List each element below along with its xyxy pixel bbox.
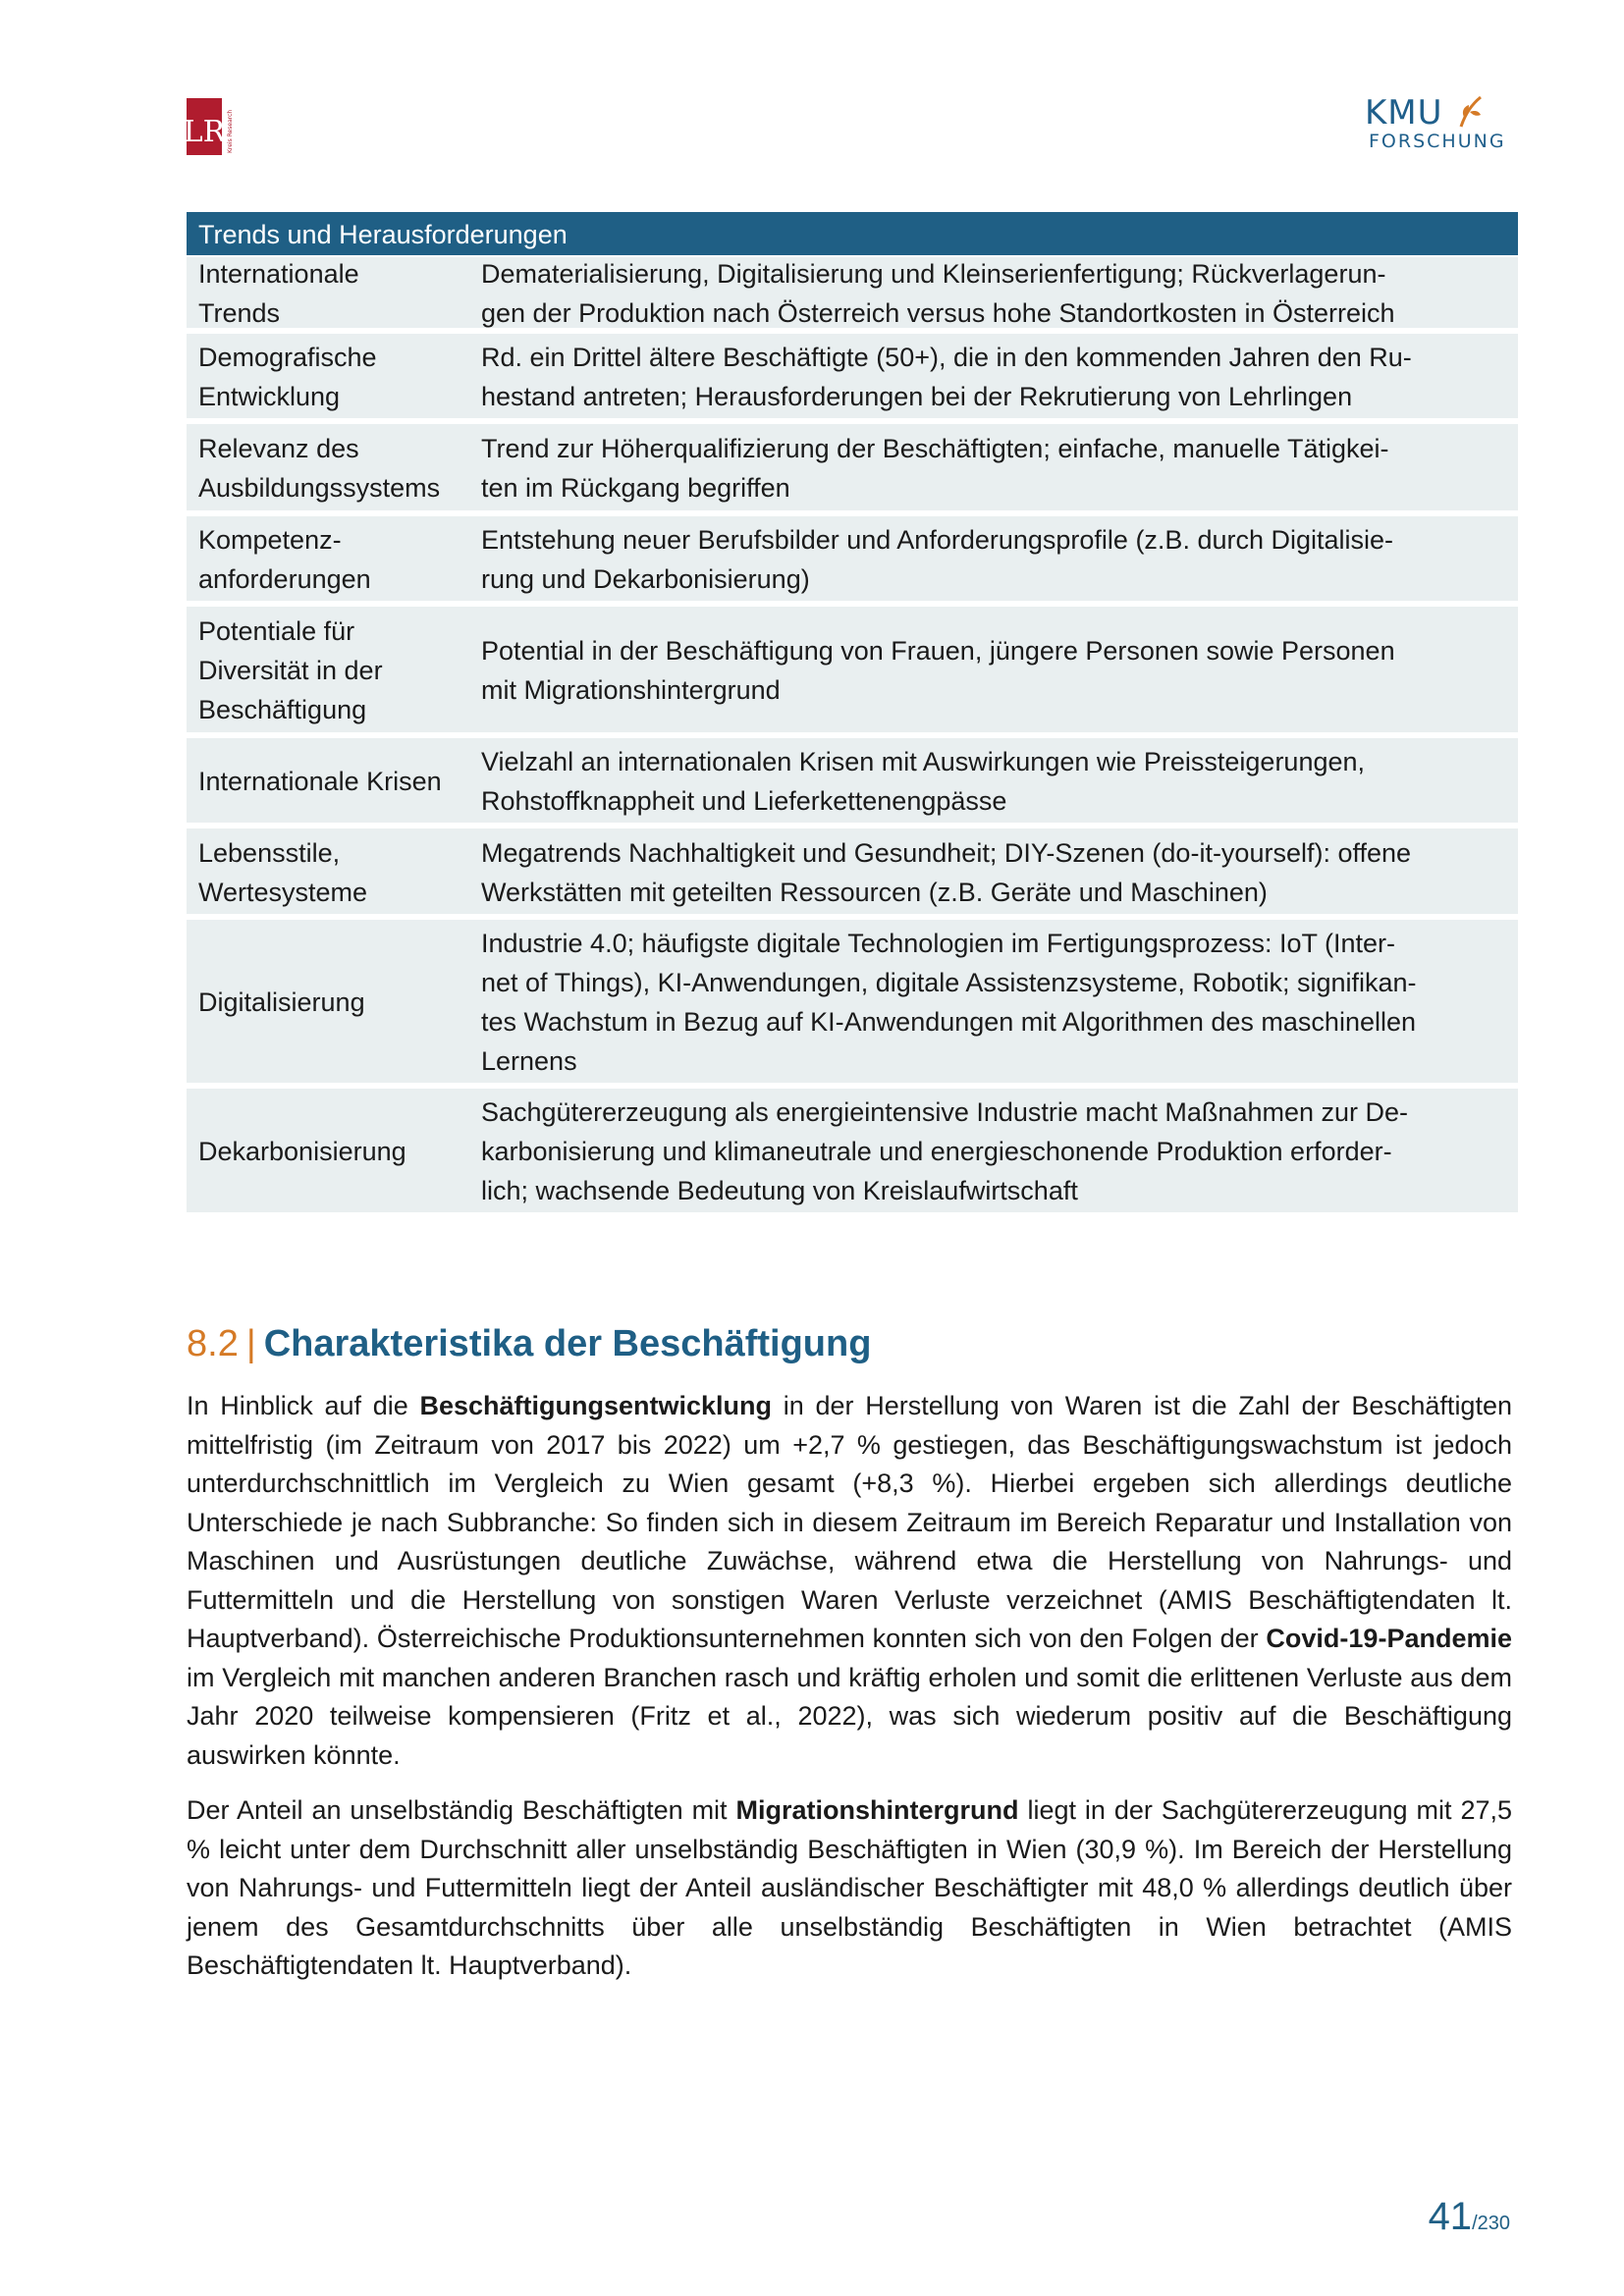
keyword: Beschäftigungsentwicklung — [419, 1391, 773, 1420]
section-number: 8.2 — [187, 1323, 239, 1364]
kmu-forschung-logo — [1365, 93, 1506, 154]
table-row — [187, 257, 1518, 328]
row-text: Vielzahl an internationalen Krisen mit Auswirkungen wie Preissteigerungen, Rohstoffknappheit und Lieferkettenengpässe — [481, 747, 1366, 816]
lr-logo-text: LR — [187, 115, 226, 149]
table-row — [187, 516, 1518, 601]
row-text: Entstehung neuer Berufsbilder und Anforderungsprofile (z.B. durch Digitalisie- rung und Dekarbonisierung) — [481, 525, 1394, 594]
row-text: Rd. ein Drittel ältere Beschäftigte (50+), die in den kommenden Jahren den Ru- hestand antreten; Herausforderungen bei der Rekrutierung von Lehrlingen — [481, 343, 1412, 411]
page-current: 41 — [1428, 2195, 1473, 2238]
table-row — [187, 1089, 1518, 1212]
table-row — [187, 334, 1518, 418]
trends-table — [187, 212, 1518, 1212]
lr-logo — [187, 98, 240, 155]
row-label: Digitalisierung — [198, 988, 365, 1017]
row-label: Internationale Trends — [198, 259, 359, 328]
row-label: Internationale Krisen — [198, 767, 442, 796]
leaf-icon — [1457, 95, 1483, 129]
row-text: Sachgütererzeugung als energieintensive Industrie macht Maßnahmen zur De- karbonisierung und klimaneutrale und energieschonende Produktion erforder- lich; wachsende Bedeutung von Kreislaufwirtschaft — [481, 1097, 1409, 1205]
kmu-logo-text: KMU — [1365, 93, 1443, 133]
table-row — [187, 424, 1518, 510]
body-paragraph: Der Anteil an unselbständig Beschäftigten mit Migrationshintergrund liegt in der Sachgütererzeugung mit 27,5 % leicht unter dem Durchschnitt aller unselbständig Beschäftigten in Wien (30,9 %). Im Bereich der Herstellung von Nahrungs- und Futtermitteln liegt der Anteil ausländischer Beschäftigter mit 48,0 % allerdings deutlich über jenem des Gesamtdurchschnitts über alle unselbständig Beschäftigten in Wien betrachtet (AMIS Beschäftigtendaten lt. Hauptverband). — [187, 1795, 1512, 1980]
section-separator: | — [245, 1323, 256, 1364]
row-label: Demografische Entwicklung — [198, 343, 377, 411]
lr-logo-icon — [187, 98, 240, 155]
row-text: Potential in der Beschäftigung von Frauen, jüngere Personen sowie Personen mit Migrationshintergrund — [481, 636, 1395, 705]
row-label: Kompetenz- anforderungen — [198, 525, 371, 594]
row-label: Dekarbonisierung — [198, 1137, 406, 1166]
row-label: Potentiale für Diversität in der Beschäftigung — [198, 616, 383, 724]
kmu-logo-subtext: FORSCHUNG — [1369, 131, 1506, 152]
row-label: Lebensstile, Wertesysteme — [198, 837, 368, 907]
section-heading — [187, 1323, 871, 1365]
table-header: Trends und Herausforderungen — [187, 212, 1518, 255]
table-row — [187, 607, 1518, 732]
table-row — [187, 828, 1518, 914]
table-row — [187, 920, 1518, 1083]
table-row — [187, 738, 1518, 823]
row-text: Megatrends Nachhaltigkeit und Gesundheit; DIY-Szenen (do-it-yourself): offene Werkstätten mit geteilten Ressourcen (z.B. Geräte und Maschinen) — [481, 837, 1412, 907]
keyword: Covid-19-Pandemie — [1266, 1624, 1512, 1653]
page-number — [1429, 2195, 1510, 2239]
section-title: Charakteristika der Beschäftigung — [263, 1323, 872, 1364]
row-label: Relevanz des Ausbildungssystems — [198, 434, 441, 503]
keyword: Migrationshintergrund — [735, 1795, 1019, 1825]
row-text: Industrie 4.0; häufigste digitale Technologien im Fertigungsprozess: IoT (Inter- net of Things), KI-Anwendungen, digitale Assistenzsysteme, Robotik; signifikan- tes Wachstum in Bezug auf KI-Anwendungen mit Algorithmen des maschinellen Lernens — [481, 929, 1417, 1076]
row-text: Trend zur Höherqualifizierung der Beschäftigten; einfache, manuelle Tätigkei- ten im Rückgang begriffen — [481, 434, 1389, 503]
lr-logo-subtext: Kreis Research — [227, 109, 234, 153]
row-text: Dematerialisierung, Digitalisierung und Kleinserienfertigung; Rückverlagerun- gen der Produktion nach Österreich versus hohe Standortkosten in Österreich — [481, 259, 1395, 328]
body-paragraph: In Hinblick auf die Beschäftigungsentwicklung in der Herstellung von Waren ist die Zahl der Beschäftigten mittelfristig (im Zeitraum von 2017 bis 2022) um +2,7 % gestiegen, das Beschäftigungswachstum ist jedoch unterdurchschnittlich im Vergleich zu Wien gesamt (+8,3 %). Hierbei ergeben sich allerdings deutliche Unterschiede je nach Subbranche: So finden sich in diesem Zeitraum im Bereich Reparatur und Installation von Maschinen und Ausrüstungen deutliche Zuwächse, während etwa die Herstellung von Nahrungs- und Futtermitteln und die Herstellung von sonstigen Waren Verluste verzeichnet (AMIS Beschäftigtendaten lt. Hauptverband). Österreichische Produktionsunternehmen konnten sich von den Folgen der Covid-19-Pandemie im Vergleich mit manchen anderen Branchen rasch und kräftig erholen und somit die erlittenen Verluste aus dem Jahr 2020 teilweise kompensieren (Fritz et al., 2022), was sich wiederum positiv auf die Beschäftigung auswirken könnte. — [187, 1391, 1512, 1770]
page-total: /230 — [1472, 2213, 1510, 2234]
